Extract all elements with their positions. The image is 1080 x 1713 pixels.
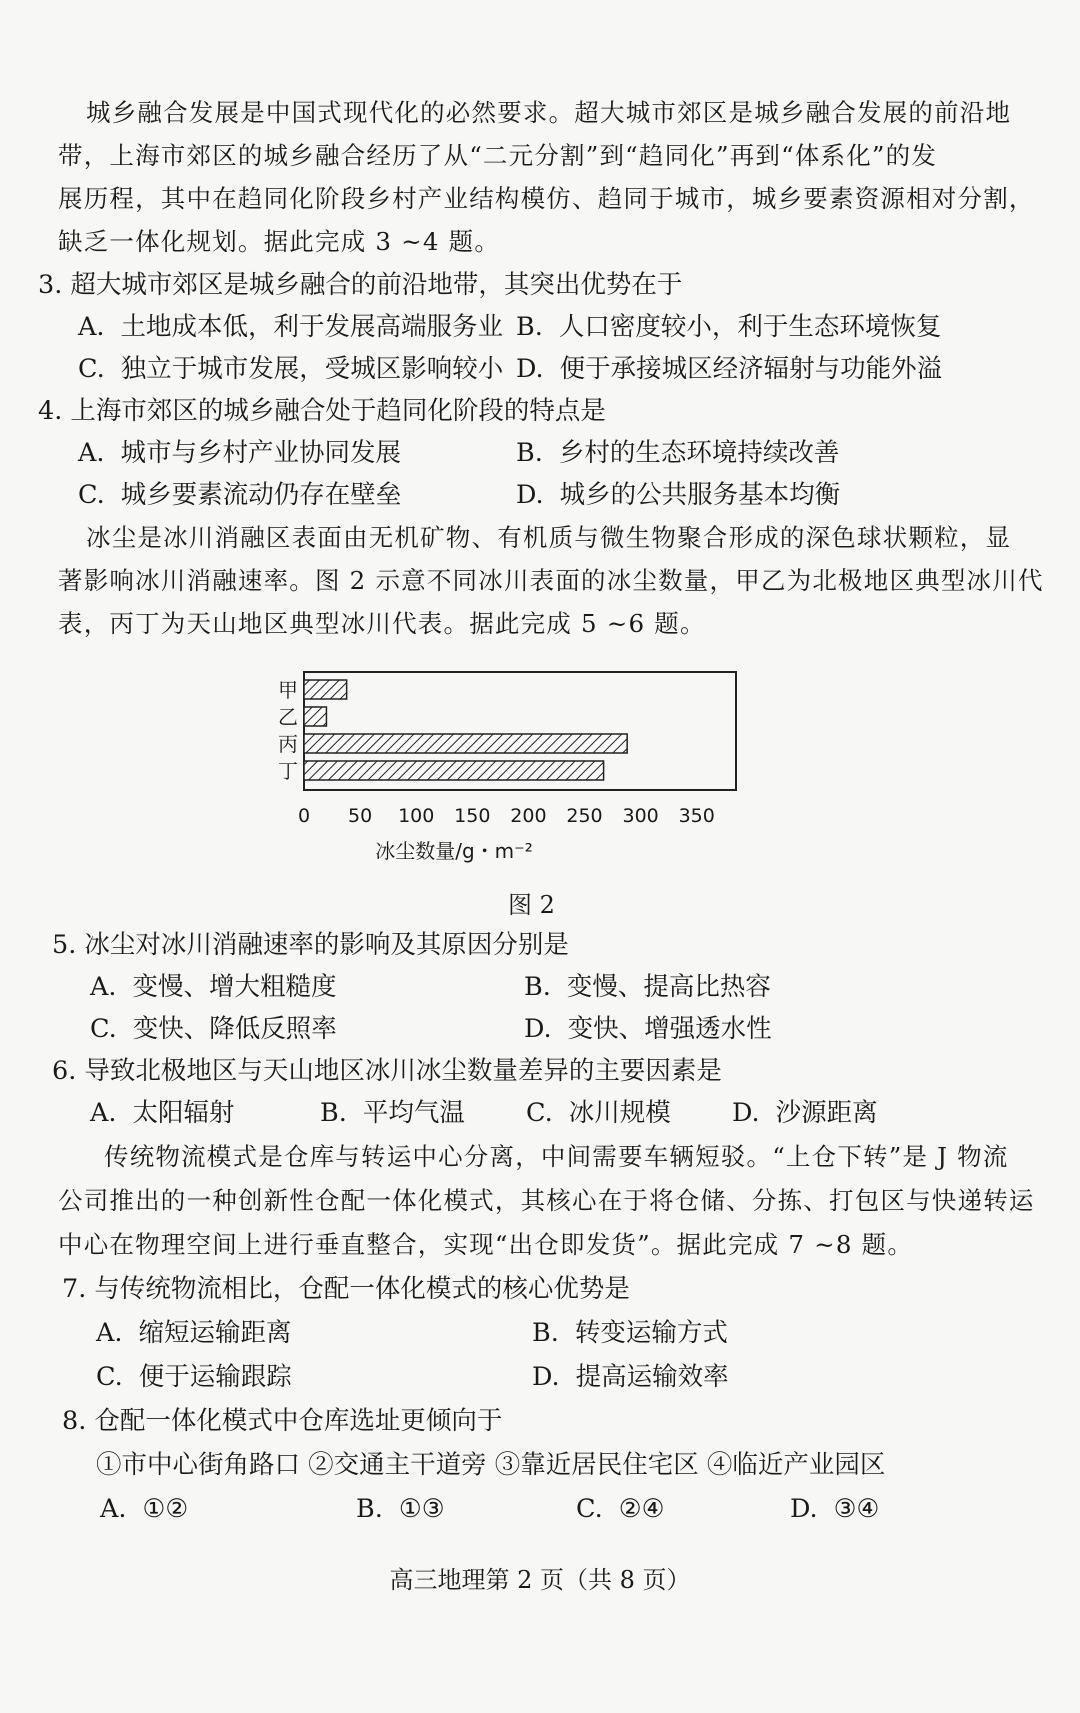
option-text: 便于承接城区经济辐射与功能外溢	[559, 354, 943, 384]
option-c[interactable]	[576, 1492, 664, 1526]
option-label: A.	[100, 1494, 127, 1524]
option-text: 城乡要素流动仍存在壁垒	[120, 480, 402, 510]
option-label: C.	[526, 1098, 553, 1128]
option-label: A.	[78, 312, 105, 342]
passage-line: 展历程，其中在趋同化阶段乡村产业结构模仿、趋同于城市，城乡要素资源相对分割，	[58, 184, 1035, 213]
numbered-choices: ①市中心街角路口 ②交通主干道旁 ③靠近居民住宅区 ④临近产业园区	[96, 1450, 886, 1480]
option-c[interactable]	[96, 1360, 292, 1394]
option-text: 便于运输跟踪	[138, 1362, 292, 1392]
figure-caption: 图 2	[508, 891, 555, 919]
question-stem: 7. 与传统物流相比，仓配一体化模式的核心优势是	[62, 1274, 630, 1304]
x-tick-label: 300	[622, 805, 659, 827]
category-label: 丙	[278, 732, 298, 756]
option-label: D.	[516, 480, 544, 510]
option-text: 沙源距离	[775, 1098, 878, 1128]
option-text: 变慢、提高比热容	[566, 972, 771, 1002]
category-label: 乙	[278, 705, 298, 729]
x-tick-label: 50	[348, 805, 373, 827]
option-text: 提高运输效率	[575, 1362, 729, 1392]
option-label: C.	[90, 1014, 117, 1044]
passage-line: 中心在物理空间上进行垂直整合，实现“出仓即发货”。据此完成 7 ~8 题。	[58, 1230, 914, 1259]
option-label: D.	[532, 1362, 560, 1392]
x-tick-label: 200	[510, 805, 547, 827]
x-axis-label: 冰尘数量/g・m⁻²	[375, 839, 533, 863]
option-label: D.	[516, 354, 544, 384]
x-tick-label: 150	[454, 805, 491, 827]
option-text: ①③	[398, 1494, 445, 1524]
option-label: C.	[576, 1494, 603, 1524]
option-d[interactable]	[732, 1096, 878, 1130]
option-label: C.	[96, 1362, 123, 1392]
option-text: 平均气温	[362, 1098, 465, 1128]
option-b[interactable]	[524, 970, 771, 1004]
x-tick-label: 350	[678, 805, 715, 827]
passage-line: 带，上海市郊区的城乡融合经历了从“二元分割”到“趋同化”再到“体系化”的发	[58, 141, 938, 170]
page-footer: 高三地理第 2 页（共 8 页）	[389, 1566, 691, 1594]
category-label: 甲	[278, 678, 298, 702]
option-d[interactable]	[516, 478, 840, 512]
option-label: A.	[90, 1098, 117, 1128]
option-c[interactable]	[526, 1096, 671, 1130]
option-d[interactable]	[532, 1360, 729, 1394]
question-stem: 3. 超大城市郊区是城乡融合的前沿地带，其突出优势在于	[38, 270, 683, 300]
option-a[interactable]	[96, 1316, 292, 1350]
option-label: B.	[532, 1318, 559, 1348]
passage-line: 缺乏一体化规划。据此完成 3 ~4 题。	[58, 227, 501, 256]
passage-line: 著影响冰川消融速率。图 2 示意不同冰川表面的冰尘数量，甲乙为北极地区典型冰川代	[58, 566, 1044, 595]
option-a[interactable]	[90, 970, 337, 1004]
option-text: 变快、降低反照率	[132, 1014, 337, 1044]
option-text: 冰川规模	[568, 1098, 671, 1128]
option-label: B.	[516, 312, 543, 342]
passage-line: 冰尘是冰川消融区表面由无机矿物、有机质与微生物聚合形成的深色球状颗粒，显	[86, 523, 1012, 552]
option-label: A.	[90, 972, 117, 1002]
option-d[interactable]	[524, 1012, 772, 1046]
category-label: 丁	[278, 759, 298, 783]
passage-line: 城乡融合发展是中国式现代化的必然要求。超大城市郊区是城乡融合发展的前沿地	[86, 98, 1012, 127]
question-stem: 6. 导致北极地区与天山地区冰川冰尘数量差异的主要因素是	[52, 1056, 722, 1086]
option-c[interactable]	[78, 478, 401, 512]
option-text: 变快、增强透水性	[567, 1014, 772, 1044]
option-text: 太阳辐射	[132, 1098, 235, 1128]
option-label: A.	[78, 438, 105, 468]
option-b[interactable]	[320, 1096, 465, 1130]
option-b[interactable]	[516, 310, 941, 344]
passage-line: 传统物流模式是仓库与转运中心分离，中间需要车辆短驳。“上仓下转”是 J 物流	[104, 1142, 1009, 1171]
option-text: ①②	[142, 1494, 189, 1524]
bar-2	[304, 734, 627, 753]
option-text: ②④	[618, 1494, 665, 1524]
question-stem: 8. 仓配一体化模式中仓库选址更倾向于	[62, 1406, 503, 1436]
option-text: 城市与乡村产业协同发展	[120, 438, 402, 468]
option-b[interactable]	[356, 1492, 445, 1526]
option-c[interactable]	[90, 1012, 337, 1046]
option-label: B.	[524, 972, 551, 1002]
option-b[interactable]	[532, 1316, 728, 1350]
option-label: B.	[516, 438, 543, 468]
option-a[interactable]	[78, 436, 401, 470]
bar-3	[304, 761, 604, 780]
option-text: 变慢、增大粗糙度	[132, 972, 337, 1002]
option-text: ③④	[833, 1494, 880, 1524]
option-label: C.	[78, 354, 105, 384]
option-text: 独立于城市发展，受城区影响较小	[120, 354, 504, 384]
bar-1	[304, 707, 326, 726]
x-tick-label: 250	[566, 805, 603, 827]
ice-dust-bar-chart	[240, 640, 820, 885]
question-stem: 5. 冰尘对冰川消融速率的影响及其原因分别是	[52, 930, 569, 960]
x-tick-label: 100	[398, 805, 435, 827]
passage-line: 公司推出的一种创新性仓配一体化模式，其核心在于将仓储、分拣、打包区与快递转运	[58, 1186, 1035, 1215]
option-label: C.	[78, 480, 105, 510]
option-b[interactable]	[516, 436, 839, 470]
option-a[interactable]	[100, 1492, 188, 1526]
option-text: 人口密度较小，利于生态环境恢复	[558, 312, 942, 342]
option-label: A.	[96, 1318, 123, 1348]
option-text: 转变运输方式	[574, 1318, 728, 1348]
option-c[interactable]	[78, 352, 503, 386]
passage-line: 表，丙丁为天山地区典型冰川代表。据此完成 5 ~6 题。	[58, 609, 706, 638]
option-label: D.	[732, 1098, 760, 1128]
question-stem: 4. 上海市郊区的城乡融合处于趋同化阶段的特点是	[38, 396, 606, 426]
option-label: D.	[524, 1014, 552, 1044]
option-label: B.	[320, 1098, 347, 1128]
option-a[interactable]	[78, 310, 503, 344]
option-text: 城乡的公共服务基本均衡	[559, 480, 841, 510]
option-text: 缩短运输距离	[138, 1318, 292, 1348]
bar-0	[304, 680, 347, 699]
option-label: B.	[356, 1494, 383, 1524]
x-tick-label: 0	[297, 805, 311, 827]
option-a[interactable]	[90, 1096, 235, 1130]
option-d[interactable]	[790, 1492, 879, 1526]
option-text: 土地成本低，利于发展高端服务业	[120, 312, 504, 342]
option-d[interactable]	[516, 352, 942, 386]
option-text: 乡村的生态环境持续改善	[558, 438, 840, 468]
option-label: D.	[790, 1494, 818, 1524]
